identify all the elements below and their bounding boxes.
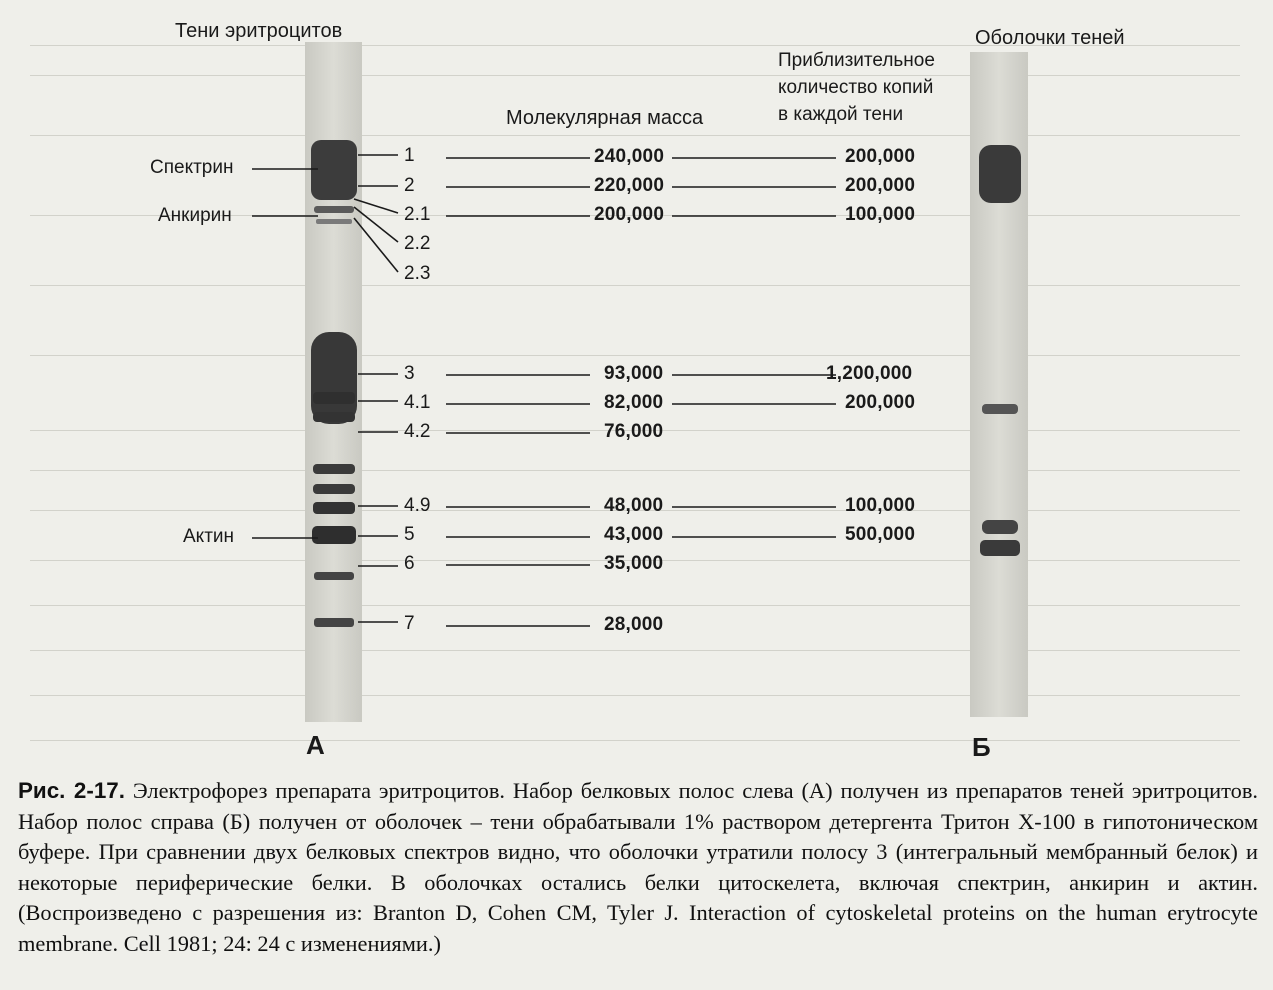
band-number: 4.1: [404, 392, 431, 413]
band-b-spectrin: [979, 145, 1021, 203]
band-number: 3: [404, 363, 415, 384]
band-number: 2: [404, 175, 415, 196]
band-a-3: [311, 332, 357, 424]
band-number: 6: [404, 553, 415, 574]
copies-header-line: количество копий: [778, 77, 934, 98]
band-copies: 100,000: [845, 204, 916, 225]
band-a-5: [312, 526, 356, 544]
band-a-4-1: [313, 392, 355, 404]
band-a-4-2: [313, 412, 355, 422]
band-b-4-1: [982, 404, 1018, 414]
band-copies: 500,000: [845, 524, 916, 545]
copies-header: [778, 47, 935, 128]
band-copies: 200,000: [845, 175, 916, 196]
band-mw: 76,000: [604, 421, 664, 442]
figure-label: Рис. 2-17.: [18, 778, 125, 803]
band-a-7: [314, 618, 354, 627]
band-mw: 220,000: [594, 175, 665, 196]
band-mw: 240,000: [594, 146, 665, 167]
mw-connector-lines: [446, 158, 590, 626]
band-mw: 93,000: [604, 363, 664, 384]
panel-letter-b: Б: [972, 732, 991, 762]
molecular-weight-header: Молекулярная масса: [506, 107, 704, 129]
band-number: 4.2: [404, 421, 431, 442]
band-number: 1: [404, 145, 415, 166]
band-number: 5: [404, 524, 415, 545]
band-copies: 100,000: [845, 495, 916, 516]
panel-letter-a: А: [306, 730, 325, 760]
band-a-2-1: [314, 206, 354, 213]
band-a-1-2: [311, 140, 357, 200]
band-mw: 28,000: [604, 614, 664, 635]
band-a-4-9: [313, 502, 355, 514]
band-number: 7: [404, 613, 415, 634]
band-copies: 200,000: [845, 392, 916, 413]
band-mw: 200,000: [594, 204, 665, 225]
band-mw: 35,000: [604, 553, 664, 574]
band-b-4-9: [982, 520, 1018, 534]
lane-a-title: Тени эритроцитов: [175, 20, 343, 42]
band-a-2-2: [316, 219, 352, 224]
band-b-5: [980, 540, 1020, 556]
band-number: 2.3: [404, 263, 431, 284]
band-copies: 1,200,000: [826, 363, 913, 384]
band-mw: 82,000: [604, 392, 664, 413]
band-number: 4.9: [404, 495, 431, 516]
protein-label-actin: Актин: [183, 526, 235, 547]
band-copies: 200,000: [845, 146, 916, 167]
band-mw: 48,000: [604, 495, 664, 516]
band-mw: 43,000: [604, 524, 664, 545]
copies-connector-lines: [672, 158, 836, 537]
band-number: 2.2: [404, 233, 431, 254]
protein-label-spectrin: Спектрин: [150, 157, 234, 178]
figure-caption: [18, 776, 1258, 960]
figure-caption-text: Электрофорез препарата эритроцитов. Набор белковых полос слева (А) получен из препаратов теней эритроцитов. Набор полос справа (Б) получен от оболочек – тени обрабатывали 1% раствором детергента Тритон X-100 в гипотоническом буфере. При сравнении двух белковых спектров видно, что оболочки утратили полосу 3 (интегральный мембранный белок) и некоторые периферические белки. В оболочках остались белки цитоскелета, включая спектрин, анкирин и актин. (Воспроизведено с разрешения из: Branton D, Cohen CM, Tyler J. Interaction of cytoskeletal proteins on the human erytrocyte membrane. Cell 1981; 24: 24 с изменениями.): [18, 778, 1258, 956]
band-a-6: [314, 572, 354, 580]
protein-label-ankyrin: Анкирин: [158, 205, 232, 226]
copies-header-line: в каждой тени: [778, 104, 904, 125]
copies-header-line: Приблизительное: [778, 50, 935, 71]
band-a-x2: [313, 484, 355, 494]
band-a-x1: [313, 464, 355, 474]
lane-b-title: Оболочки теней: [975, 27, 1125, 49]
band-number: 2.1: [404, 204, 431, 225]
